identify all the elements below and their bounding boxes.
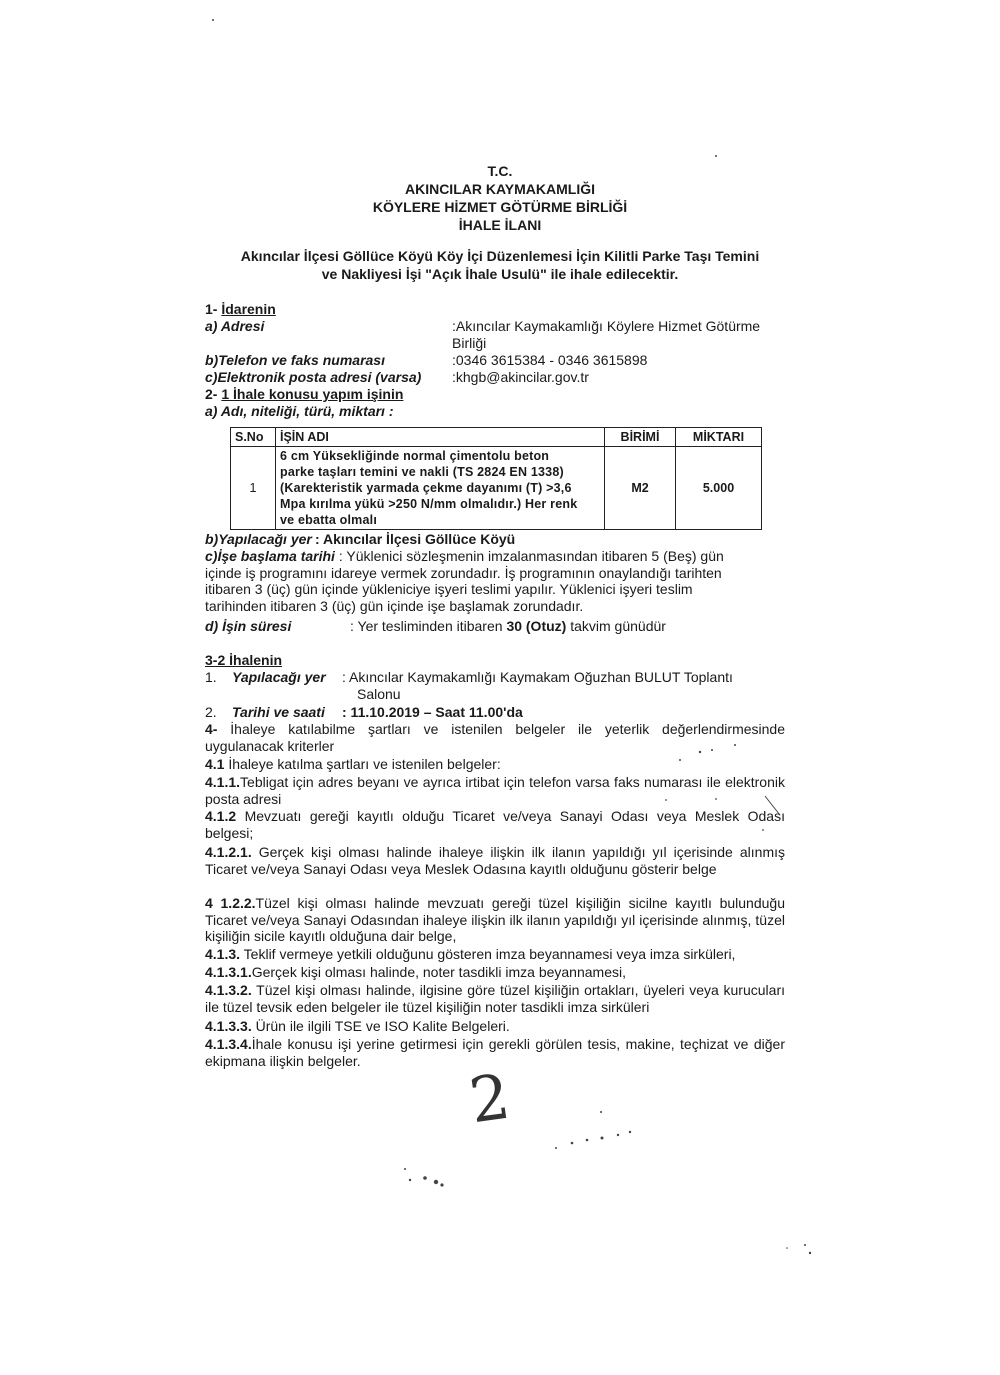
telefon-label: b)Telefon ve faks numarası [205,352,385,368]
table-header-row [231,428,762,447]
handwritten-page-number: 2 [465,1059,515,1138]
section-2-title: 2- 1 İhale konusu yapım işinin [205,386,404,402]
header-line-ihale-ilani: İHALE İLANI [458,217,542,233]
ihale-tarih-label: Tarihi ve saati [232,704,325,720]
intro-line-1: Akıncılar İlçesi Göllüce Köyü Köy İçi Düzenlemesi İçin Kilitli Parke Taşı Temini [240,248,760,264]
cell-sno: 1 [231,447,276,530]
kriter-4-1-2-1: 4.1.2.1. Gerçek kişi olması halinde ihaleye ilişkin ilk ilanın yapıldığı yıl içerisinde alınmış Ticaret ve/veya Sanayi Odası veya Meslek Odasına kayıtlı olduğunu gösterir belge [205,844,785,877]
adres-value-2: Birliği [452,335,487,351]
kriter-4-1-2: 4.1.2 Mevzuatı gereği kayıtlı olduğu Ticaret ve/veya Sanayi Odası veya Meslek Odası belgesi; [205,808,785,841]
ihale-yer-label: Yapılacağı yer [232,669,326,685]
kriter-4-1-3-1: 4.1.3.1.Gerçek kişi olması halinde, noter tasdikli imza beyannamesi, [205,964,626,980]
idare-adres-row [205,318,795,352]
ihale-yer-value-2: Salonu [357,686,401,702]
kriter-4-1-2-2: 4 1.2.2.Tüzel kişi olması halinde mevzuatı gereği tüzel kişiliğin sicilne kayıtlı bulunduğu Ticaret ve/veya Sanayi Odasından ihaleye ilişkin ilk ilanın yapıldığı yıl içerisinde alınmış, tüzel kişiliğin sicile kayıtlı olduğuna dair belge, [205,895,785,944]
cell-birimi: M2 [605,447,676,530]
email-value: :khgb@akincilar.gov.tr [452,369,589,385]
cell-isin-adi: 6 cm Yüksekliğinde normal çimentolu beton parke taşları temini ve nakli (TS 2824 EN 1338) (Karekteristik yarmada çekme dayanımı (T) >3,6 Mpa kırılma yükü >250 N/mm olmalıdır.) Her renk ve ebatta olmalı [276,447,605,530]
header-isin-adi: İŞİN ADI [276,428,605,447]
email-label: c)Elektronik posta adresi (varsa) [205,369,422,385]
idare-telefon-row [205,352,795,369]
idare-email-row [205,369,795,386]
section-2-sub: a) Adı, niteliği, türü, miktarı : [205,403,394,419]
header-line-birlik: KÖYLERE HİZMET GÖTÜRME BİRLİĞİ [372,199,628,215]
kriter-4-1-1: 4.1.1.Tebligat için adres beyanı ve ayrıca irtibat için telefon varsa faks numarası ile elektronik posta adresi [205,774,785,807]
kriter-4-1: 4.1 İhaleye katılma şartları ve istenilen belgeler: [205,756,501,772]
header-sno: S.No [231,428,276,447]
intro-text [205,247,795,283]
header-miktari: MİKTARI [676,428,762,447]
yer-label: b)Yapılacağı yer [205,531,312,547]
table-row [231,447,762,530]
cell-miktari: 5.000 [676,447,762,530]
sure-label: d) İşin süresi [205,618,292,634]
section-3-2-title: 3-2 İhalenin [205,652,283,668]
ihale-tarih-value: : 11.10.2019 – Saat 11.00'da [342,704,523,720]
items-table [230,427,762,530]
isin-suresi-row [205,618,795,635]
section-1-title: 1- İdarenin [205,301,276,317]
header-line-tc: T.C. [487,163,513,179]
yapilacagi-yer-row [205,531,795,548]
kriter-4-1-3-3: 4.1.3.3. Ürün ile ilgili TSE ve ISO Kalite Belgeleri. [205,1018,510,1034]
header-line-kaymakamlik: AKINCILAR KAYMAKAMLIĞI [404,181,596,197]
kriter-4-1-3: 4.1.3. Teklif vermeye yetkili olduğunu gösteren imza beyannamesi veya imza sirküleri, [205,946,736,962]
yer-value: : Akıncılar İlçesi Göllüce Köyü [315,531,516,547]
baslama-label: c)İşe başlama tarihi [205,548,335,564]
telefon-value: :0346 3615384 - 0346 3615898 [452,352,648,368]
kriter-4: 4- İhaleye katılabilme şartları ve istenilen belgeler ile yeterlik değerlendirmesinde uygulanacak kriterler [205,721,785,754]
ihale-tarih-row: 2. Tarihi ve saati : 11.10.2019 – Saat 11.00'da [205,704,523,720]
adres-label: a) Adresi [205,318,265,334]
intro-line-2: ve Nakliyesi İşi "Açık İhale Usulü" ile ihale edilecektir. [321,266,679,282]
ihale-yer-row: 1. Yapılacağı yer : Akıncılar Kaymakamlığı Kaymakam Oğuzhan BULUT Toplantı Salonu [205,669,733,702]
document-header [0,162,1000,234]
kriter-4-1-3-4: 4.1.3.4.İhale konusu işi yerine getirmesi için gerekli görülen tesis, makine, teçhizat ve diğer ekipmana ilişkin belgeler. [205,1036,785,1069]
kriter-4-1-3-2: 4.1.3.2. Tüzel kişi olması halinde, ilgisine göre tüzel kişiliğin ortakları, üyeleri veya kurucuları ile tüzel tevsik eden belgeler ile tüzel kişiliğin noter tasdikli imza sirküleri [205,982,785,1015]
ise-baslama-paragraph: c)İşe başlama tarihi : Yüklenici sözleşmenin imzalanmasından itibaren 5 (Beş) gün içinde iş programını idareye vermek zorundadır. İş programının onaylandığı tarihten itibaren 3 (üç) gün içinde yükleniciye işyeri teslimi yapılır. Yüklenici işyeri teslim tarihinden itibaren 3 (üç) gün içinde işe başlamak zorundadır. [205,548,724,614]
sure-value: : Yer tesliminden itibaren 30 (Otuz) takvim günüdür [350,618,666,634]
header-birimi: BİRİMİ [605,428,676,447]
adres-value-1: :Akıncılar Kaymakamlığı Köylere Hizmet Götürme [452,318,761,334]
ihale-yer-value-1: : Akıncılar Kaymakamlığı Kaymakam Oğuzhan BULUT Toplantı [342,669,733,685]
